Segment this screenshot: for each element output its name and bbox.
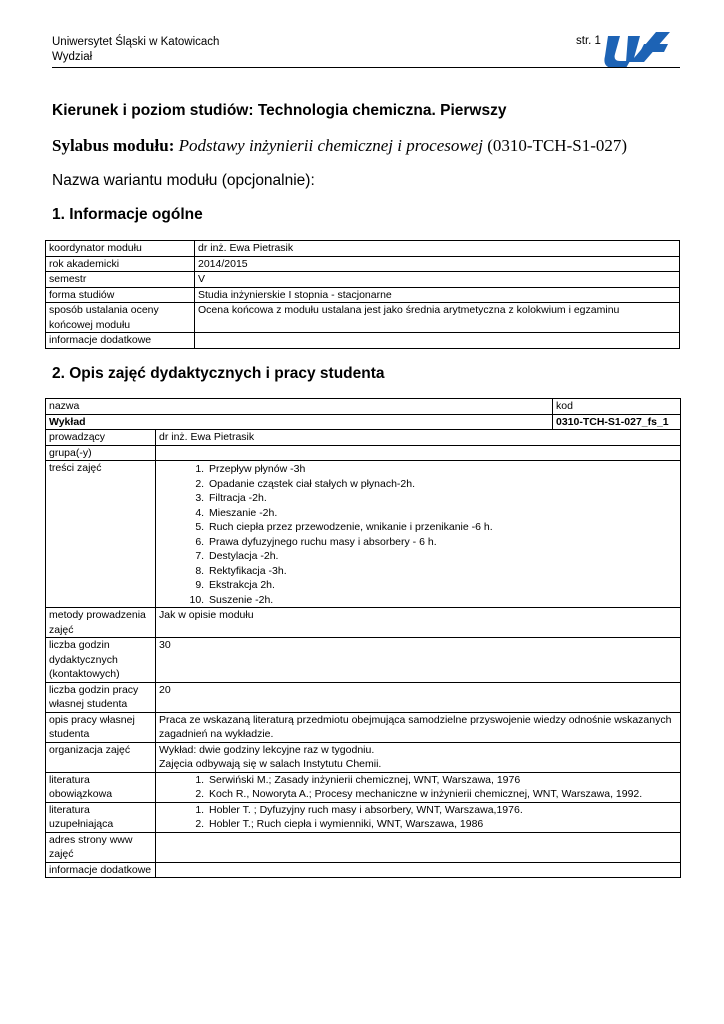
module-code: (0310-TCH-S1-027) — [487, 136, 628, 155]
row-label: opis pracy własnej studenta — [46, 712, 156, 742]
contact-hours-value: 30 — [156, 638, 681, 683]
list-item: 4. Mieszanie -2h. — [207, 506, 677, 521]
list-item: 2. Opadanie cząstek ciał stałych w płynach-2h. — [207, 477, 677, 492]
header-rule — [52, 67, 680, 68]
row-label: rok akademicki — [46, 256, 195, 272]
list-item: 6. Prawa dyfuzyjnego ruchu masy i absorbery - 6 h. — [207, 535, 677, 550]
col-name-header: nazwa — [46, 399, 553, 415]
faculty-name: Wydział — [52, 51, 93, 63]
row-label: prowadzący — [46, 430, 156, 446]
row-label: organizacja zajęć — [46, 742, 156, 772]
list-item: 10. Suszenie -2h. — [207, 593, 677, 608]
list-item: 1. Hobler T. ; Dyfuzyjny ruch masy i absorbery, WNT, Warszawa,1976. — [207, 803, 677, 818]
organization-line: Zajęcia odbywają się w salach Instytutu Chemii. — [159, 758, 382, 770]
table-row — [46, 414, 681, 430]
row-label: informacje dodatkowe — [46, 862, 156, 878]
row-value: Ocena końcowa z modułu ustalana jest jako średnia arytmetyczna z kolokwium i egzaminu — [195, 303, 680, 333]
organization-value — [156, 742, 681, 772]
syllabus-title — [52, 136, 627, 156]
row-label: informacje dodatkowe — [46, 333, 195, 349]
list-item: 2. Koch R., Noworyta A.; Procesy mechaniczne w inżynierii chemicznej, WNT, Warszawa, 1992. — [207, 787, 677, 802]
content-list — [159, 462, 677, 607]
table-row — [46, 638, 681, 683]
table-row — [46, 772, 681, 802]
logo-u-shape — [604, 36, 630, 68]
table-row — [46, 303, 680, 333]
col-code-header: kod — [553, 399, 681, 415]
row-value: dr inż. Ewa Pietrasik — [195, 241, 680, 257]
content-cell — [156, 461, 681, 608]
syllabus-label: Sylabus modułu: — [52, 136, 175, 155]
list-item: 8. Rektyfikacja -3h. — [207, 564, 677, 579]
list-item: 9. Ekstrakcja 2h. — [207, 578, 677, 593]
table-row — [46, 445, 681, 461]
university-name: Uniwersytet Śląski w Katowicach — [52, 36, 220, 48]
variant-label: Nazwa wariantu modułu (opcjonalnie): — [52, 172, 315, 189]
row-label: metody prowadzenia zajęć — [46, 608, 156, 638]
row-label: liczba godzin dydaktycznych (kontaktowych) — [46, 638, 156, 683]
table-row — [46, 802, 681, 832]
table-row — [46, 399, 681, 415]
organization-line: Wykład: dwie godziny lekcyjne raz w tygodniu. — [159, 743, 375, 756]
group-value — [156, 445, 681, 461]
table-row — [46, 430, 681, 446]
lit-supp-list — [159, 803, 677, 832]
document-header — [52, 35, 219, 65]
course-name: Wykład — [46, 414, 553, 430]
row-label: literatura uzupełniająca — [46, 802, 156, 832]
logo-swoosh — [640, 44, 668, 52]
module-name: Podstawy inżynierii chemicznej i procesowej — [178, 136, 483, 155]
table-row — [46, 862, 681, 878]
table-row — [46, 742, 681, 772]
table-row — [46, 712, 681, 742]
row-value: 2014/2015 — [195, 256, 680, 272]
row-label: semestr — [46, 272, 195, 288]
row-value — [195, 333, 680, 349]
extra-value — [156, 862, 681, 878]
list-item: 3. Filtracja -2h. — [207, 491, 677, 506]
table-row — [46, 461, 681, 608]
table-row — [46, 287, 680, 303]
table-row — [46, 256, 680, 272]
row-value: V — [195, 272, 680, 288]
table-row — [46, 832, 681, 862]
row-value: Studia inżynierskie I stopnia - stacjonarne — [195, 287, 680, 303]
table-row — [46, 608, 681, 638]
course-code: 0310-TCH-S1-027_fs_1 — [553, 414, 681, 430]
methods-value: Jak w opisie modułu — [156, 608, 681, 638]
www-value — [156, 832, 681, 862]
row-label: literatura obowiązkowa — [46, 772, 156, 802]
own-hours-value: 20 — [156, 682, 681, 712]
row-label: adres strony www zajęć — [46, 832, 156, 862]
table-row — [46, 272, 680, 288]
lit-supp-cell — [156, 802, 681, 832]
lit-required-cell — [156, 772, 681, 802]
list-item: 5. Ruch ciepła przez przewodzenie, wnikanie i przenikanie -6 h. — [207, 520, 677, 535]
row-label: liczba godzin pracy własnej studenta — [46, 682, 156, 712]
list-item: 1. Serwiński M.; Zasady inżynierii chemicznej, WNT, Warszawa, 1976 — [207, 773, 677, 788]
university-logo — [604, 30, 672, 68]
section1-heading: 1. Informacje ogólne — [52, 206, 203, 223]
page-number: str. 1 — [576, 35, 601, 47]
row-label: grupa(-y) — [46, 445, 156, 461]
row-label: forma studiów — [46, 287, 195, 303]
list-item: 1. Przepływ płynów -3h — [207, 462, 677, 477]
own-work-value: Praca ze wskazaną literaturą przedmiotu obejmująca samodzielne przyswojenie wiedzy odnośnie wskazanych zagadnień na wykładzie. — [156, 712, 681, 742]
table-row — [46, 333, 680, 349]
list-item: 2. Hobler T.; Ruch ciepła i wymienniki, WNT, Warszawa, 1986 — [207, 817, 677, 832]
lecturer-value: dr inż. Ewa Pietrasik — [156, 430, 681, 446]
course-description-table — [45, 398, 681, 878]
lit-required-list — [159, 773, 677, 802]
section2-heading: 2. Opis zajęć dydaktycznych i pracy studenta — [52, 365, 385, 382]
row-label: koordynator modułu — [46, 241, 195, 257]
list-item: 7. Destylacja -2h. — [207, 549, 677, 564]
program-heading: Kierunek i poziom studiów: Technologia chemiczna. Pierwszy — [52, 102, 507, 119]
row-label: treści zajęć — [46, 461, 156, 608]
general-info-table — [45, 240, 680, 349]
table-row — [46, 241, 680, 257]
row-label: sposób ustalania oceny końcowej modułu — [46, 303, 195, 333]
table-row — [46, 682, 681, 712]
